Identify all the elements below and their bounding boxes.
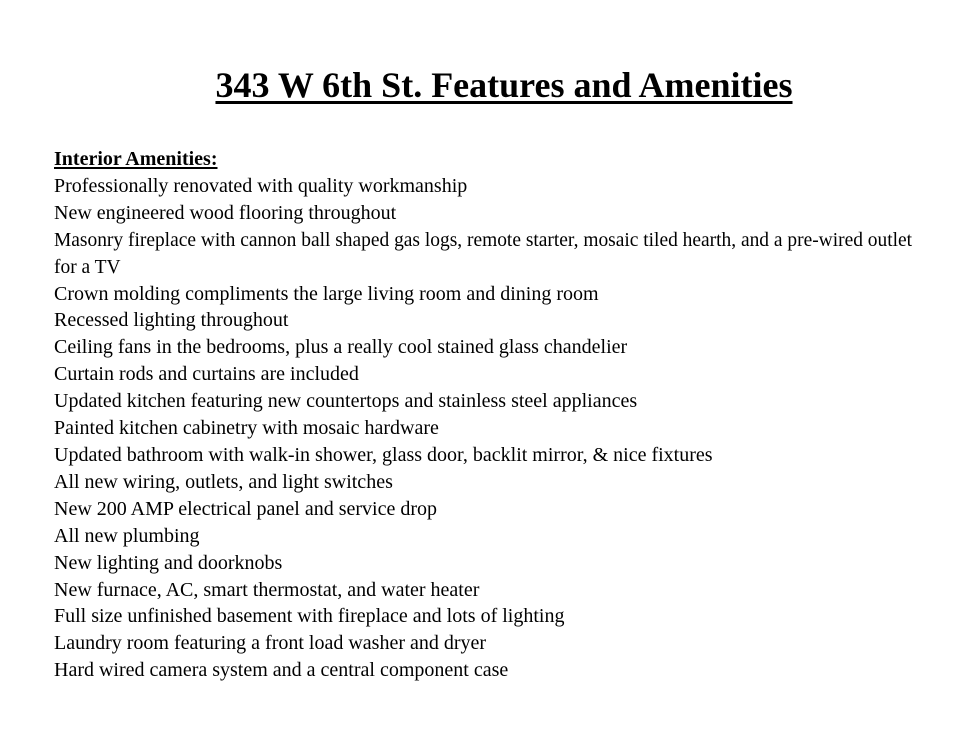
list-item: Recessed lighting throughout [54, 309, 289, 332]
section-heading: Interior Amenities: [54, 148, 218, 170]
list-item: Updated kitchen featuring new countertops and stainless steel appliances [54, 390, 638, 413]
list-item: Updated bathroom with walk-in shower, glass door, backlit mirror, & nice fixtures [54, 443, 713, 466]
list-item: Full size unfinished basement with fireplace and lots of lighting [54, 605, 565, 628]
list-item: New lighting and doorknobs [54, 551, 283, 574]
list-item: All new plumbing [54, 524, 200, 547]
list-item [54, 227, 954, 281]
interior-amenities-section [54, 146, 954, 684]
list-item: New furnace, AC, smart thermostat, and water heater [54, 578, 480, 601]
document-title-text: 343 W 6th St. Features and Amenities [215, 65, 793, 105]
list-item: Hard wired camera system and a central component case [54, 659, 509, 682]
list-item: New 200 AMP electrical panel and service drop [54, 497, 438, 520]
document-title [0, 63, 968, 107]
list-item: Crown molding compliments the large living room and dining room [54, 282, 599, 305]
list-item: All new wiring, outlets, and light switches [54, 470, 393, 493]
list-item: Curtain rods and curtains are included [54, 363, 359, 386]
list-item: Ceiling fans in the bedrooms, plus a really cool stained glass chandelier [54, 336, 628, 359]
list-item: Laundry room featuring a front load washer and dryer [54, 632, 487, 655]
list-item-text: Masonry fireplace with cannon ball shaped gas logs, remote starter, mosaic tiled hearth, and a pre-wired outlet for a TV [54, 228, 913, 278]
list-item: New engineered wood flooring throughout [54, 201, 397, 224]
list-item: Professionally renovated with quality workmanship [54, 174, 468, 197]
list-item: Painted kitchen cabinetry with mosaic hardware [54, 417, 439, 440]
